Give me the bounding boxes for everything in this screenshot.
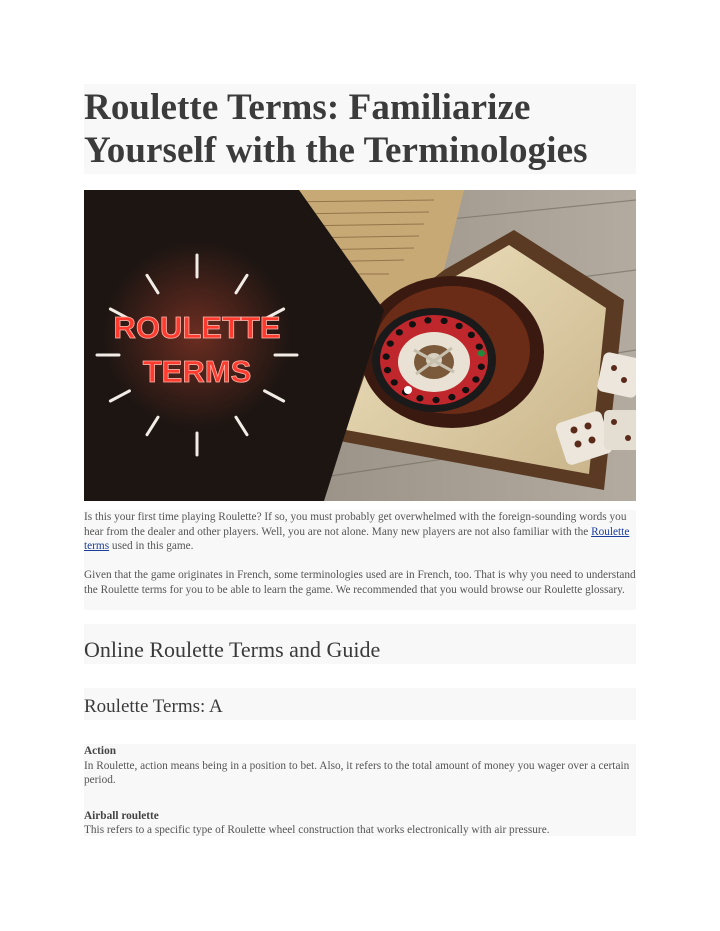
wheel-pocket bbox=[448, 320, 455, 326]
term-name: Action bbox=[84, 745, 117, 757]
wheel-pocket bbox=[456, 323, 463, 329]
wheel-pocket bbox=[387, 340, 394, 346]
hero-text-roulette: ROULETTE bbox=[113, 310, 281, 345]
wheel-pocket bbox=[402, 325, 409, 331]
wheel-pocket bbox=[472, 376, 479, 382]
wheel-pocket bbox=[478, 364, 485, 370]
intro-section bbox=[84, 510, 636, 610]
wheel-pocket bbox=[391, 334, 398, 340]
page-title: Roulette Terms: Familiarize Yourself with the Terminologies bbox=[84, 87, 588, 171]
wheel-pocket bbox=[468, 382, 475, 388]
wheel-pocket bbox=[424, 396, 431, 402]
term-definition: This refers to a specific type of Roulette wheel construction that works electronically with air pressure. bbox=[84, 824, 550, 836]
wheel-pocket bbox=[432, 397, 439, 403]
wheel-pocket bbox=[476, 343, 483, 349]
wheel-pocket bbox=[468, 332, 475, 338]
wheel-pocket bbox=[384, 367, 391, 373]
wheel-pocket bbox=[441, 396, 448, 402]
wheel-pocket bbox=[383, 353, 390, 359]
wheel-pocket bbox=[424, 317, 431, 323]
hero-text-terms: TERMS bbox=[142, 354, 252, 389]
intro-text-after-link: used in this game. bbox=[109, 540, 194, 552]
term-name: Airball roulette bbox=[84, 809, 159, 822]
wheel-pocket bbox=[387, 373, 394, 379]
intro-text-before-link: Is this your first time playing Roulette? If so, you must probably get overwhelmed with the foreign-sounding words you hear from the dealer and other players. Well, you are not alone. Many new players are not also familiar with the bbox=[84, 511, 627, 538]
wheel-pocket bbox=[441, 318, 448, 324]
wheel-pocket bbox=[416, 319, 423, 325]
roulette-terms-illustration bbox=[84, 190, 636, 501]
wheel-pocket bbox=[456, 391, 463, 397]
wheel-pocket bbox=[409, 321, 416, 327]
roulette-terms-link[interactable]: Roulette terms bbox=[84, 525, 630, 552]
wheel-pocket bbox=[383, 360, 390, 366]
terms-list bbox=[84, 744, 636, 836]
wheel-pocket bbox=[476, 370, 483, 376]
wheel-pocket bbox=[416, 395, 423, 401]
wheel-pocket bbox=[384, 347, 391, 353]
wheel-pocket bbox=[478, 350, 485, 356]
subsection-heading: Roulette Terms: A bbox=[84, 688, 636, 720]
title-block bbox=[84, 84, 636, 174]
section-heading: Online Roulette Terms and Guide bbox=[84, 624, 636, 664]
intro-paragraph-2: Given that the game originates in French, some terminologies used are in French, too. That is why you need to understand the Roulette terms for you to be able to learn the game. We recommended that you would browse our Roulette glossary. bbox=[84, 569, 636, 596]
wheel-pocket bbox=[396, 329, 403, 335]
term-entry bbox=[84, 744, 636, 788]
term-entry bbox=[84, 809, 636, 838]
wheel-pocket bbox=[462, 327, 469, 333]
intro-paragraph-1 bbox=[84, 510, 636, 554]
roulette-wheel bbox=[360, 276, 544, 428]
wheel-pocket bbox=[478, 357, 485, 363]
wheel-pocket bbox=[432, 317, 439, 323]
wheel-pocket bbox=[391, 379, 398, 385]
wheel-pocket bbox=[448, 394, 455, 400]
term-definition: In Roulette, action means being in a position to bet. Also, it refers to the total amount of money you wager over a certain period. bbox=[84, 759, 630, 786]
hero-image bbox=[84, 190, 636, 501]
wheel-pocket bbox=[462, 387, 469, 393]
wheel-pocket bbox=[472, 337, 479, 343]
wheel-pocket bbox=[396, 384, 403, 390]
